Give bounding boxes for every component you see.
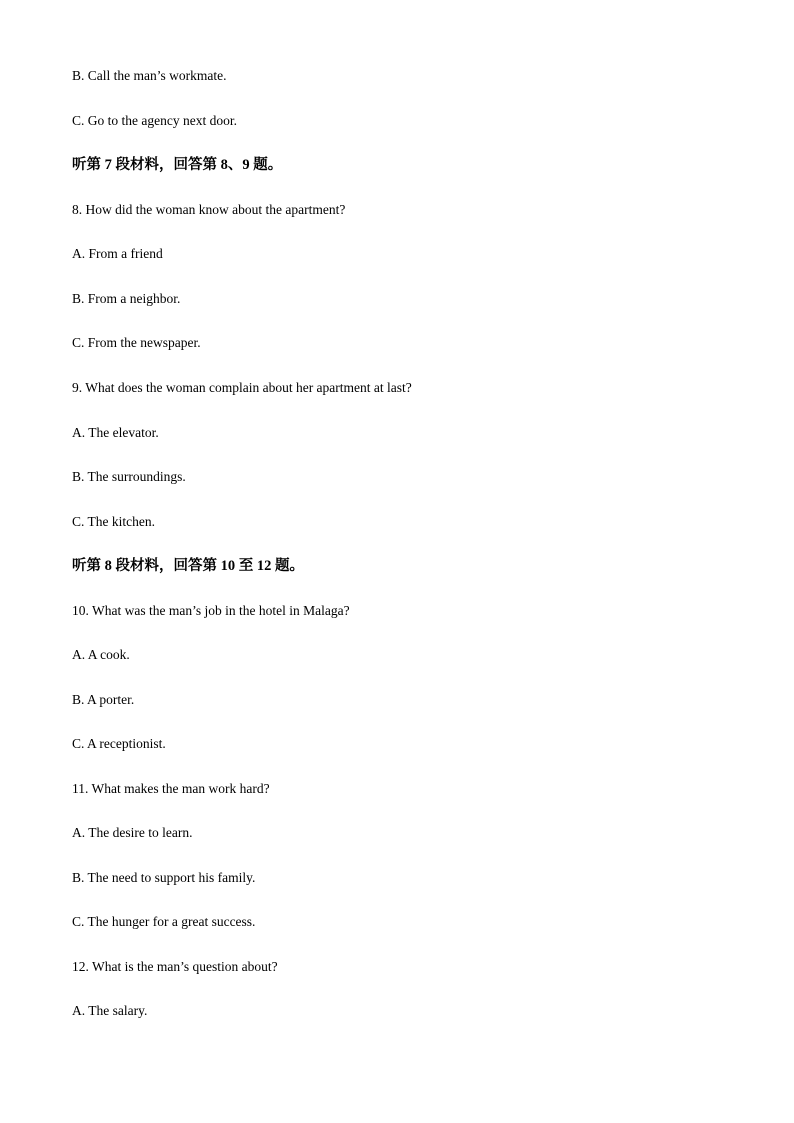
option-b-q9: B. The surroundings. (72, 469, 186, 484)
option-b-q11: B. The need to support his family. (72, 870, 256, 885)
option-a-q9: A. The elevator. (72, 425, 159, 440)
option-b-q7: B. Call the man’s workmate. (72, 68, 227, 83)
question-11: 11. What makes the man work hard? (72, 781, 270, 796)
option-c-q8: C. From the newspaper. (72, 335, 201, 350)
option-b-q10: B. A porter. (72, 692, 135, 707)
option-c-q7: C. Go to the agency next door. (72, 113, 237, 128)
option-a-q10: A. A cook. (72, 647, 130, 662)
option-a-q12: A. The salary. (72, 1003, 148, 1018)
question-10: 10. What was the man’s job in the hotel in Malaga? (72, 603, 350, 618)
option-a-q11: A. The desire to learn. (72, 825, 193, 840)
section-heading-8: 听第 8 段材料，回答第 10 至 12 题。 (72, 558, 304, 574)
question-9: 9. What does the woman complain about her apartment at last? (72, 380, 412, 395)
option-a-q8: A. From a friend (72, 246, 163, 261)
question-8: 8. How did the woman know about the apartment? (72, 202, 346, 217)
question-12: 12. What is the man’s question about? (72, 959, 278, 974)
option-c-q9: C. The kitchen. (72, 514, 155, 529)
option-b-q8: B. From a neighbor. (72, 291, 181, 306)
option-c-q11: C. The hunger for a great success. (72, 914, 256, 929)
option-c-q10: C. A receptionist. (72, 736, 166, 751)
section-heading-7: 听第 7 段材料，回答第 8、9 题。 (72, 157, 283, 173)
